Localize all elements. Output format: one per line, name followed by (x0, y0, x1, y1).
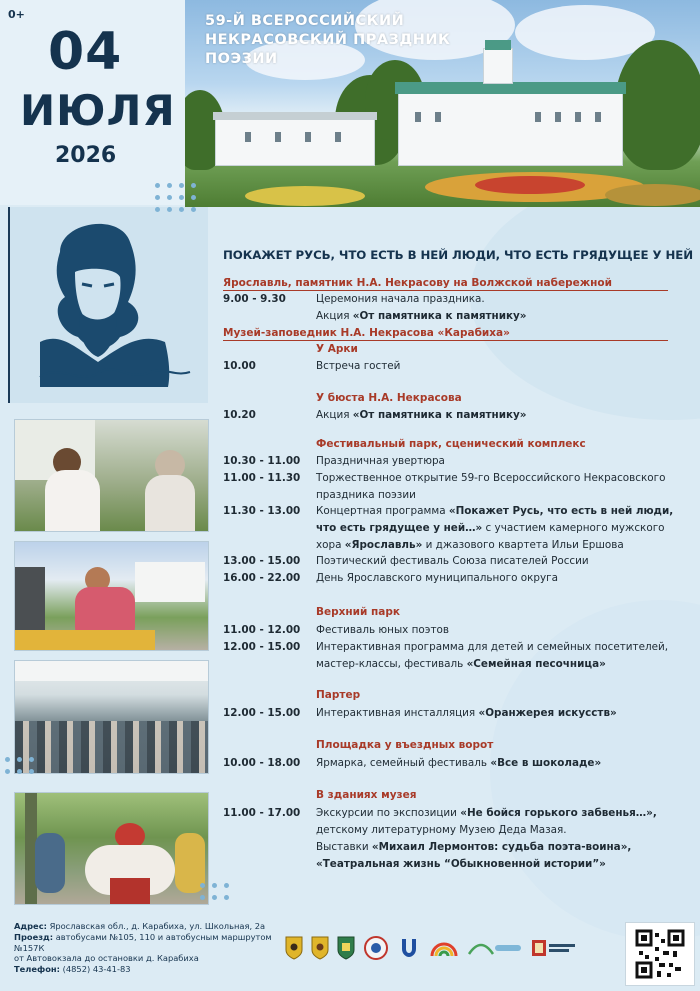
event-text: Ярмарка, семейный фестиваль (316, 757, 491, 769)
event-text: с участием камерного мужского (482, 522, 665, 534)
event-time: 11.00 - 17.00 (223, 807, 301, 819)
event-text: хора (316, 539, 345, 551)
culture-yaroslavl-logo-icon (531, 935, 577, 961)
event-time: 11.30 - 13.00 (223, 505, 301, 517)
age-rating: 0+ (8, 8, 25, 21)
event-time: 16.00 - 22.00 (223, 572, 301, 584)
event-time: 10.30 - 11.00 (223, 455, 301, 467)
nekrasov-portrait (8, 207, 208, 403)
event-line: Интерактивная программа для детей и семейных посетителей, (316, 641, 669, 653)
event-time: 12.00 - 15.00 (223, 641, 301, 653)
transit-label: Проезд: (14, 931, 54, 942)
contact-info (14, 921, 284, 975)
event-text: мастер-классы, фестиваль (316, 658, 467, 670)
slogan: ПОКАЖЕТ РУСЬ, ЧТО ЕСТЬ В НЕЙ ЛЮДИ, ЧТО ЕСТЬ ГРЯДУЩЕЕ У НЕЙ (223, 248, 694, 262)
event-text: и джазового квартета Ильи Ершова (422, 539, 624, 551)
ministry-emblem-icon (363, 935, 389, 961)
venue-museum: В зданиях музея (316, 789, 417, 801)
event-line: праздника поэзии (316, 489, 416, 501)
event-time: 11.00 - 11.30 (223, 472, 301, 484)
event-description (316, 407, 688, 424)
festival-title-line: ПОЭЗИИ (205, 51, 278, 67)
event-time: 10.00 (223, 360, 256, 372)
event-line: Торжественное открытие 59-го Всероссийского Некрасовского (316, 472, 666, 484)
qr-code-icon (635, 929, 685, 979)
event-description: Праздничная увертюра (316, 455, 445, 467)
event-description: Фестиваль юных поэтов (316, 624, 449, 636)
event-description (316, 805, 688, 873)
event-time: 11.00 - 12.00 (223, 624, 301, 636)
rainbow-logo-icon (429, 935, 459, 961)
event-text: Акция (316, 310, 353, 322)
event-description: Поэтический фестиваль Союза писателей России (316, 555, 589, 567)
photo-folk-dance (14, 792, 209, 905)
event-highlight: «Оранжерея искусств» (478, 707, 617, 719)
photo-children-craft (14, 541, 209, 651)
event-description (316, 470, 688, 504)
qr-code[interactable] (625, 922, 695, 986)
event-time: 13.00 - 15.00 (223, 555, 301, 567)
unilever-logo-icon (397, 935, 421, 961)
event-line: детскому литературному Музею Деда Мазая. (316, 824, 567, 836)
event-description (316, 291, 688, 325)
event-highlight: «Театральная жизнь “Обыкновенной истории”» (316, 858, 606, 870)
event-time: 12.00 - 15.00 (223, 707, 301, 719)
phone-label: Телефон: (14, 964, 60, 975)
event-highlight: «От памятника к памятнику» (352, 409, 527, 421)
event-highlight: «Семейная песочница» (466, 658, 606, 670)
decorative-dots (200, 883, 229, 900)
venue-bust: У бюста Н.А. Некрасова (316, 392, 462, 404)
festival-title-line: НЕКРАСОВСКИЙ ПРАЗДНИК (205, 32, 451, 48)
event-time: 9.00 - 9.30 (223, 293, 286, 305)
event-text: Концертная программа (316, 505, 449, 517)
event-highlight: «От памятника к памятнику» (352, 310, 527, 322)
venue-fest-park: Фестивальный парк, сценический комплекс (316, 438, 586, 450)
venue-parterre: Партер (316, 689, 361, 701)
event-description: День Ярославского муниципального округа (316, 572, 558, 584)
date-month: ИЮЛЯ (20, 86, 176, 135)
date-year: 2026 (55, 143, 117, 168)
event-description: Встреча гостей (316, 360, 401, 372)
venue-arch: У Арки (316, 343, 358, 355)
event-description (316, 705, 688, 722)
event-highlight: «Михаил Лермонтов: судьба поэта-воина», (371, 841, 632, 853)
festival-title-line: 59-Й ВСЕРОССИЙСКИЙ (205, 13, 405, 29)
event-line: Церемония начала праздника. (316, 293, 485, 305)
event-highlight: что есть грядущее у ней…» (316, 522, 483, 534)
decorative-dots (155, 183, 196, 212)
event-description (316, 503, 688, 554)
location-yaroslavl: Ярославль, памятник Н.А. Некрасову на Волжской набережной (223, 277, 668, 291)
event-time: 10.00 - 18.00 (223, 757, 301, 769)
address: Ярославская обл., д. Карабиха, ул. Школьная, 2а (46, 921, 266, 931)
decorative-dots (5, 757, 34, 774)
partner-logos (285, 935, 577, 961)
photo-audience-stage (14, 660, 209, 774)
transit-info: от Автовокзала до остановки д. Карабиха (14, 953, 199, 964)
event-highlight: «Не бойся горького забвенья…», (460, 807, 657, 819)
event-description (316, 639, 688, 673)
yaroslavia-logo-icon (467, 935, 523, 961)
event-highlight: «Покажет Русь, что есть в ней люди, (448, 505, 674, 517)
event-highlight: «Ярославль» (344, 539, 423, 551)
event-text: Акция (316, 409, 353, 421)
event-time: 10.20 (223, 409, 256, 421)
event-text: Выставки (316, 841, 372, 853)
festival-title (205, 12, 450, 69)
region-coat-of-arms-icon (311, 935, 329, 961)
event-highlight: «Все в шоколаде» (490, 757, 602, 769)
district-coat-of-arms-icon (337, 935, 355, 961)
photo-girl-with-flower (14, 419, 209, 532)
portrait-illustration-icon (20, 212, 200, 397)
event-text: Интерактивная инсталляция (316, 707, 479, 719)
location-karabiha: Музей-заповедник Н.А. Некрасова «Карабиха» (223, 327, 668, 341)
event-description (316, 755, 688, 772)
date-day: 04 (48, 22, 123, 82)
venue-upper-park: Верхний парк (316, 606, 401, 618)
phone: (4852) 43-41-83 (59, 964, 131, 975)
yaroslavl-coat-of-arms-icon (285, 935, 303, 961)
event-text: Экскурсии по экспозиции (316, 807, 461, 819)
address-label: Адрес: (14, 921, 47, 931)
transit-info: автобусами №105, 110 и автобусным маршрутом №157К (14, 931, 272, 953)
venue-gate: Площадка у въездных ворот (316, 739, 494, 751)
